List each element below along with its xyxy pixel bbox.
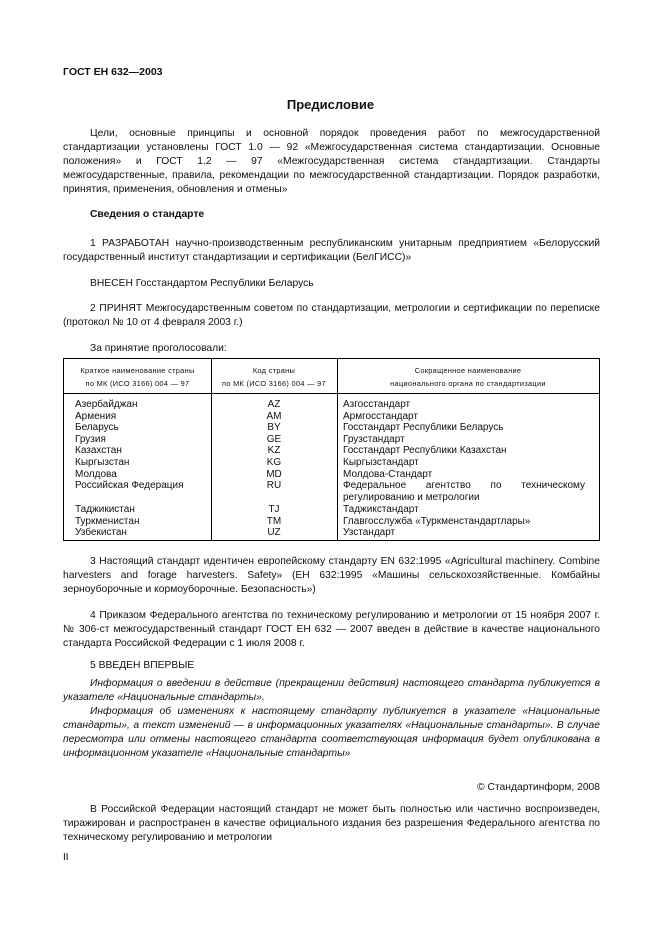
info-note-changes: Информация об изменениях к настоящему стандарту публикуется в указателе «Национальные стандарты», а текст изменений — в информационных указателях «Национальные стандарты». В случае пересмотра или отмены настоящего стандарта соответствующая информация будет опубликована в информационном указателе «Национальные стандарты» [63,706,600,759]
item-4-order: 4 Приказом Федерального агентства по техническому регулированию и метрологии от 15 ноября 2007 г. № 306-ст межгосударственный стандарт ГОСТ ЕН 632 — 2007 введен в действие в качестве национального стандарта Российской Федерации с 1 июля 2008 г. [63,610,600,649]
intro-paragraph: Цели, основные принципы и основной порядок проведения работ по межгосударственной стандартизации установлены ГОСТ 1.0 — 92 «Межгосударственная система стандартизации. Основные положения» и ГОСТ 1.2 — 97 «Межгосударственная система стандартизации. Стандарты межгосударственные, правила, рекомендации по межгосударственной стандартизации. Порядок разработки, принятия, применения, обновления и отмены» [63,128,600,195]
item-3-identity: 3 Настоящий стандарт идентичен европейскому стандарту EN 632:1995 «Agricultural machinery. Combine harvesters and forage harvesters. Safety» (EH 632:1995 «Машины сельскохозяйственные. Комбайны зерноуборочные и кормоуборочные. Безопасность») [63,556,600,595]
item-5-first-introduced: 5 ВВЕДЕН ВПЕРВЫЕ [90,660,195,671]
item-1-developed: 1 РАЗРАБОТАН научно-производственным республиканским унитарным предприятием «Белорусский государственный институт стандартизации и сертификации (БелГИСС)» [63,238,600,263]
info-note-publication: Информация о введении в действие (прекращении действия) настоящего стандарта публикуется в указателе «Национальные стандарты». [63,678,600,703]
introduced-by: ВНЕСЕН Госстандартом Республики Беларусь [90,278,314,289]
copyright: © Стандартинформ, 2008 [477,782,600,793]
section-heading: Сведения о стандарте [90,209,205,220]
item-2-adopted: 2 ПРИНЯТ Межгосударственным советом по стандартизации, метрологии и сертификации по переписке (протокол № 10 от 4 февраля 2003 г.) [63,303,600,328]
header-divider [64,393,599,394]
document-id: ГОСТ ЕН 632—2003 [63,66,163,78]
header-body: Сокращенное наименование национального органа по стандартизации [390,366,546,388]
page-number: II [63,852,69,863]
vote-caption: За принятие проголосовали: [90,343,227,354]
voting-table: Краткое наименование страны по МК (ИСО 3166) 004 — 97 Код страны по МК (ИСО 3166) 004 — 97 Сокращенное наименование национального органа по стандартизации Азербайджан AZ Азгосстандарт Армения AM Армгосстандарт Беларусь BY Госстандарт Республики Беларусь Грузия GE Грузстандарт Казахстан KZ Госстандарт Республики Казахстан Кыргызстан KG Кыргызстандарт Молдова MD Молдова-Стандарт Российская Федерация RU Федеральное агентство по техническому регулированию и метрологии Таджикистан TJ Таджикстандарт Туркменистан TM Главгосслужба «Туркменстандартлары» Узбекистан UZ Узстандарт [63,358,600,541]
page-title: Предисловие [286,97,375,112]
reproduction-notice: В Российской Федерации настоящий стандарт не может быть полностью или частично воспроизведен, тиражирован и распространен в качестве официального издания без разрешения Федерального агентства по техническому регулированию и метрологии [63,804,600,843]
header-code: Код страны по МК (ИСО 3166) 004 — 97 [222,366,326,388]
header-country: Краткое наименование страны по МК (ИСО 3166) 004 — 97 [80,366,195,388]
